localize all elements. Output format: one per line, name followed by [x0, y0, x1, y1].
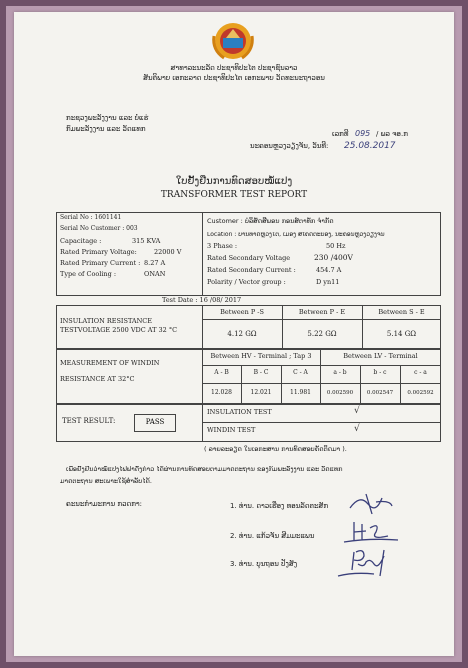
insulation-test-row: INSULATION TEST [207, 408, 272, 416]
ministry-line1: ກະຊວງພະລັງງານ ແລະ ບໍ່ແຮ່ [66, 114, 149, 122]
ref-number: 095 [355, 129, 371, 138]
insulation-label-1: INSULATION RESISTANCE [60, 317, 153, 325]
insulation-value-ps: 4.12 GΩ [227, 330, 257, 338]
location: Location : ບ້ານທາດຫຼວງໃຕ້, ເມືອງ ສີໂຄດຕະບອງ, ນະຄອນຫຼວງວຽງຈັນ [207, 232, 385, 238]
signature-3 [334, 546, 400, 582]
secondary-voltage-value: 230 /400V [314, 253, 353, 262]
cooling-label: Type of Cooling : [60, 270, 117, 278]
document-page [14, 12, 454, 656]
winding-label-2: RESISTANCE AT 32°C [60, 375, 135, 383]
winding-hv-header: Between HV - Terminal ; Tap 3 [210, 352, 312, 360]
winding-value-ca-lv: 0.002592 [407, 390, 434, 396]
insulation-value-pe: 5.22 GΩ [307, 330, 337, 338]
ref-suffix: / ພລ ຈອ.ກ [376, 130, 408, 138]
body-line2: ມາດຕະຖານ ສະເພາະໃຊ້ສຳລັບໄດ້. [60, 477, 152, 485]
phase-label: 3 Phase : [207, 242, 238, 250]
cooling-value: ONAN [144, 270, 166, 278]
test-date: Test Date : 16 /08/ 2017 [162, 296, 242, 304]
winding-lv-header: Between LV - Terminal [343, 352, 418, 360]
capacitage-value: 315 KVA [132, 237, 161, 245]
winding-label-1: MEASUREMENT OF WINDIN [60, 359, 160, 367]
ref-date: 25.08.2017 [344, 141, 396, 151]
photo-frame [6, 6, 462, 662]
body-line1: ເພື່ອຢັ້ງຢືນວ່າໝໍ້ແປງໄຟຟ້າດັ່ງກ່າວ ໄດ້ຜ່ານການທົດສອບຕາມມາດຕະຖານ ຂອງກົມພະລັງງານ ແລະ ວັດແທກ [66, 466, 343, 473]
title-en: TRANSFORMER TEST REPORT [160, 190, 308, 200]
primary-current-value: 8.27 A [144, 259, 166, 267]
winding-check-icon: √ [354, 424, 360, 434]
committee-member-1: 1. ທ່ານ. ດາວເຮືອງ ທອນລັດຕະສັກ [230, 502, 329, 510]
result-row-line [202, 422, 441, 423]
winding-value-ab: 12.028 [211, 389, 232, 396]
insulation-check-icon: √ [354, 406, 360, 416]
winding-col-bc-lv: b - c [373, 369, 387, 376]
insulation-label-2: TESTVOLTAGE 2500 VDC AT 32 °C [60, 326, 178, 334]
capacitage-label: Capacitage : [60, 237, 102, 245]
details-note: ( ລາຍລະອຽດ ໃນເອກະສານ ການທົດສອບຄັດຕິດມາ ). [204, 445, 347, 453]
winding-header-line [202, 365, 441, 366]
insulation-value-se: 5.14 GΩ [386, 330, 417, 338]
winding-col-bc: B - C [253, 369, 269, 376]
winding-value-bc: 12.021 [250, 389, 272, 396]
ref-label: ເລກທີ [332, 130, 349, 138]
serial-no: Serial No : 1601141 [60, 214, 122, 221]
secondary-voltage-label: Rated Secondary Voltage [207, 254, 291, 262]
committee-member-3: 3. ທ່ານ. ບຸນຖອນ ປັງສັງ [230, 560, 298, 568]
secondary-current-value: 454.7 A [316, 266, 342, 274]
signature-1 [346, 490, 396, 516]
winding-col-ab: A - B [214, 369, 229, 376]
winding-col-ab-lv: a - b [333, 369, 347, 376]
test-result-label: TEST RESULT: [62, 417, 116, 425]
info-divider [202, 212, 203, 296]
winding-col-ca: C - A [293, 369, 308, 376]
committee-label: ຄະນະກຳມະການ ກວດກາ: [66, 500, 143, 508]
customer: Customer : ບໍລິສັດສີພອນ ກອນສ໌ຕາທັກ ຈຳກັດ [207, 217, 334, 225]
primary-voltage-value: 22000 V [154, 248, 182, 256]
secondary-current-label: Rated Secondary Current : [207, 266, 296, 274]
signature-2 [340, 518, 400, 546]
ministry-line2: ກົມພະລັງງານ ແລະ ວັດແທກ [66, 125, 146, 133]
primary-voltage-label: Rated Primary Voltage: [60, 248, 137, 256]
insulation-header-se: Between S - E [378, 308, 425, 316]
insulation-header-line [202, 319, 441, 320]
place-date-label: ນະຄອນຫຼວງວຽງຈັນ, ວັນທີ: [250, 142, 329, 150]
insulation-header-pe: Between P - E [298, 308, 346, 316]
winding-value-bc-lv: 0.002547 [366, 390, 394, 396]
title-lao: ໃບຢັ້ງຢືນການທົດສອບໝໍ້ແປງ [175, 176, 293, 187]
pass-badge: PASS [134, 414, 176, 432]
phase-value: 50 Hz [326, 242, 346, 250]
winding-cols-line [202, 383, 441, 384]
winding-value-ab-lv: 0.002590 [326, 390, 354, 396]
insulation-header-ps: Between P -S [220, 308, 264, 316]
result-divider [202, 404, 203, 442]
winding-value-ca: 11.981 [290, 389, 311, 396]
primary-current-label: Rated Primary Current : [60, 259, 141, 267]
header-line2: ສັນຕິພາບ ເອກະລາດ ປະຊາທິປະໄຕ ເອກະພາບ ວັດທະນະຖາວອນ [143, 74, 325, 82]
polarity-label: Polarity / Vector group : [207, 278, 286, 286]
lao-emblem-icon [210, 20, 256, 62]
winding-col-ca-lv: c - a [414, 369, 427, 376]
committee-member-2: 2. ທ່ານ. ແກ້ວຈັນ ສີມມະແພນ [230, 532, 315, 540]
winding-test-row: WINDIN TEST [207, 426, 256, 434]
polarity-value: D yn11 [316, 278, 340, 286]
header-line1: ສາທາລະນະລັດ ປະຊາທິປະໄຕ ປະຊາຊົນລາວ [170, 64, 298, 72]
serial-customer: Serial No Customer : 003 [60, 225, 138, 232]
